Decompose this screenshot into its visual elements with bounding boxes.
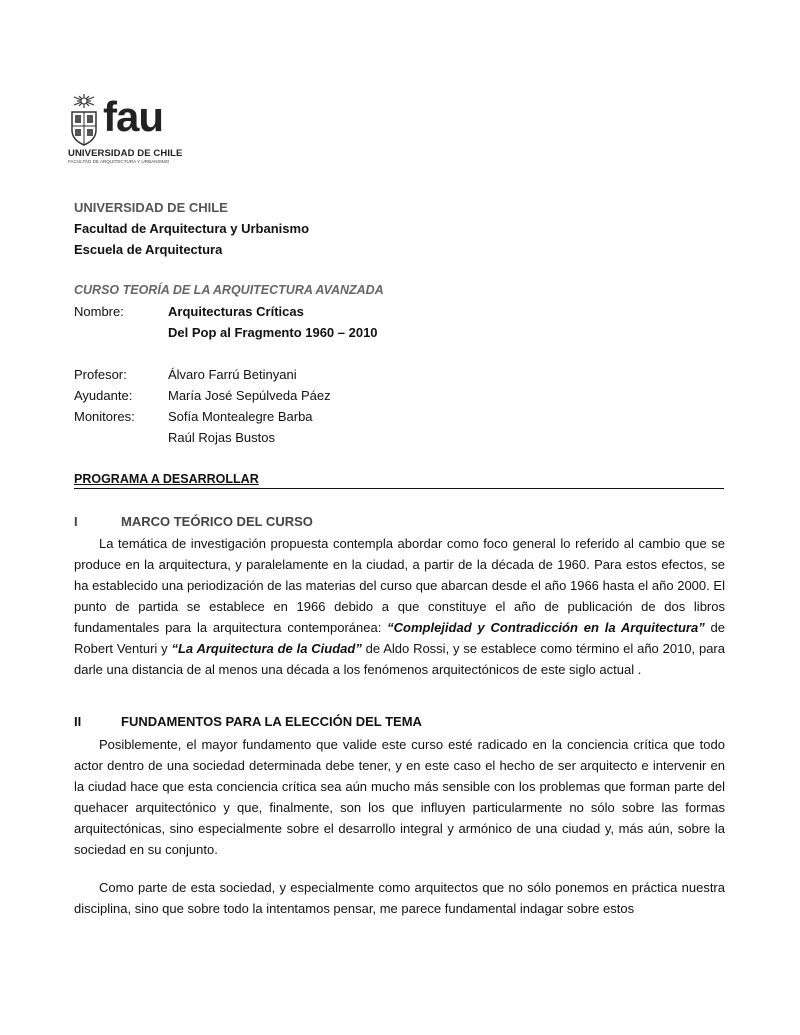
header-school: Escuela de Arquitectura <box>74 242 223 257</box>
name-label: Nombre: <box>74 304 124 319</box>
program-heading: PROGRAMA A DESARROLLAR <box>74 472 724 489</box>
monitor-name-1: Sofía Montealegre Barba <box>168 409 313 424</box>
section-2-paragraph-1: Posiblemente, el mayor fundamento que valide este curso esté radicado en la conciencia crítica que todo actor dentro de una sociedad determinada debe tener, y en este caso el hecho de ser arquitecto e intervenir en la ciudad hace que esta conciencia crítica sea aún mucho más sensible con los problemas que forman parte del quehacer arquitectónico y que, finalmente, son los que influyen particularmente no sólo sobre las formas arquitectónicas, sino especialmente sobre el desarrollo integral y armónico de una ciudad y, más aún, sobre la sociedad en su conjunto. <box>74 737 725 857</box>
monitors-label: Monitores: <box>74 409 135 424</box>
university-crest-icon <box>66 92 102 148</box>
professor-name: Álvaro Farrú Betinyani <box>168 367 297 382</box>
course-name-line2: Del Pop al Fragmento 1960 – 2010 <box>168 325 378 340</box>
logo-faculty: FACULTAD DE ARQUITECTURA Y URBANISMO <box>68 159 170 164</box>
section-1-number: I <box>74 514 78 529</box>
logo-university: UNIVERSIDAD DE CHILE <box>68 148 183 159</box>
section-2-title: FUNDAMENTOS PARA LA ELECCIÓN DEL TEMA <box>121 714 422 729</box>
section-1-paragraph: La temática de investigación propuesta contempla abordar como foco general lo referido al cambio que se produce en la arquitectura, y paralelamente en la ciudad, a partir de la década de 1960. Para estos efectos, se ha establecido una periodización de las materias del curso que abarcan desde el año 1966 hasta el año 2000. El punto de partida se establece en 1966 debido a que constituye el año de publicación de dos libros fundamentales para la arquitectura contemporánea: “Complejidad y Contradicción en la Arquitectura” de Robert Venturi y “La Arquitectura de la Ciudad” de Aldo Rossi, y se establece como término el año 2010, para darle una distancia de al menos una década a los fenómenos arquitectónicos de este siglo actual . <box>74 536 725 677</box>
section-1-title: MARCO TEÓRICO DEL CURSO <box>121 514 313 529</box>
logo-brand-text: fau <box>103 93 163 140</box>
header-university: UNIVERSIDAD DE CHILE <box>74 200 228 215</box>
assistant-label: Ayudante: <box>74 388 133 403</box>
book-title-rossi: “La Arquitectura de la Ciudad” <box>171 641 362 656</box>
header-faculty: Facultad de Arquitectura y Urbanismo <box>74 221 310 236</box>
monitor-name-2: Raúl Rojas Bustos <box>168 430 275 445</box>
assistant-name: María José Sepúlveda Páez <box>168 388 331 403</box>
professor-label: Profesor: <box>74 367 127 382</box>
section-2-paragraph-2: Como parte de esta sociedad, y especialmente como arquitectos que no sólo ponemos en práctica nuestra disciplina, sino que sobre todo la intentamos pensar, me parece fundamental indagar sobre estos <box>74 880 725 916</box>
section-2-number: II <box>74 714 82 729</box>
course-title: CURSO TEORÍA DE LA ARQUITECTURA AVANZADA <box>74 283 384 297</box>
course-name-line1: Arquitecturas Críticas <box>168 304 304 319</box>
book-title-venturi: “Complejidad y Contradicción en la Arquitectura” <box>387 620 705 635</box>
fau-logo <box>66 92 186 172</box>
